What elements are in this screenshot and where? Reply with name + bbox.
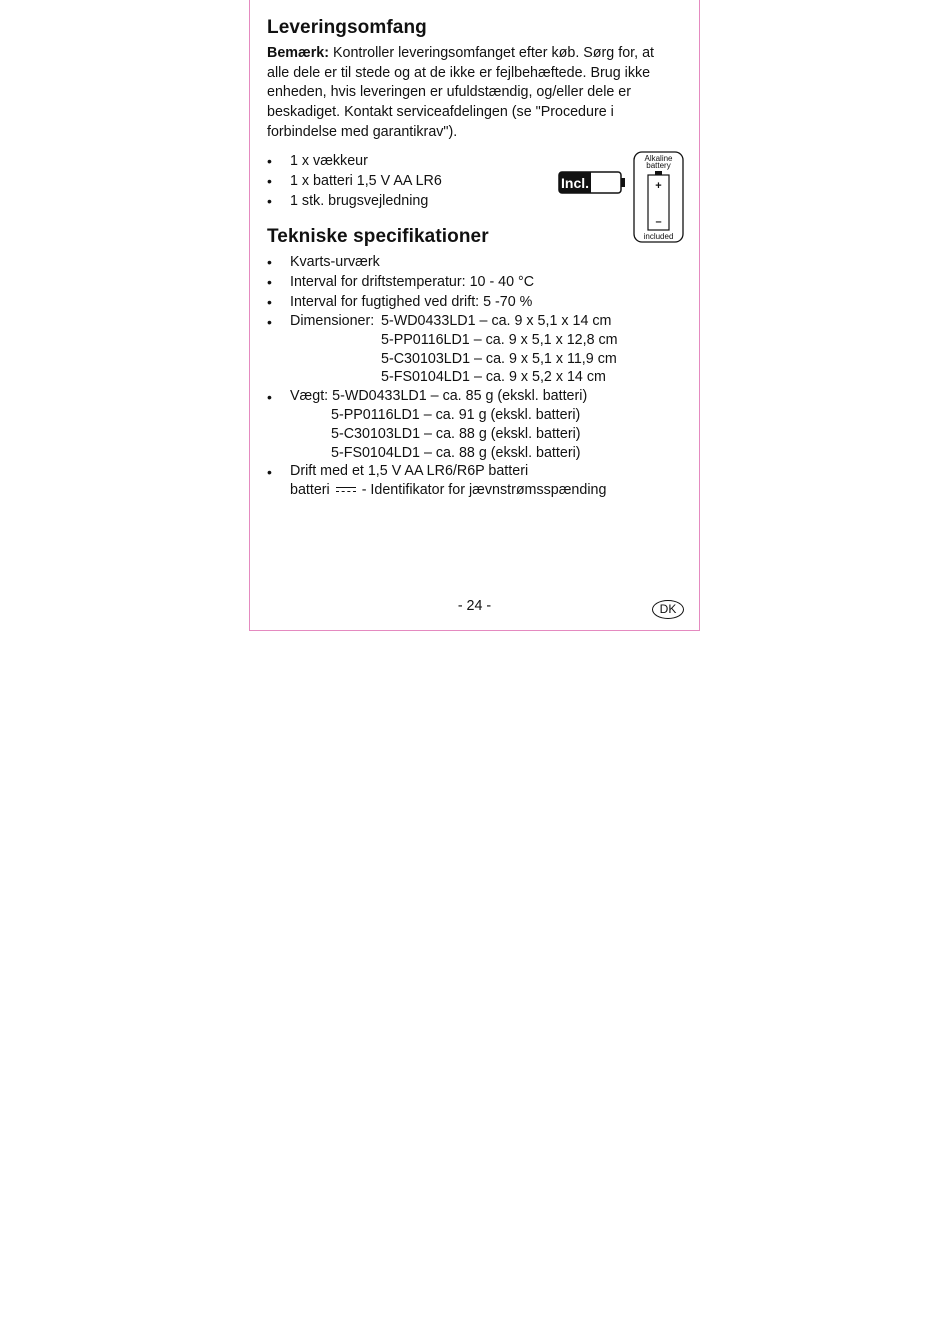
alkaline-battery-included-icon [633, 151, 685, 243]
spec-weight [267, 387, 618, 462]
note-label: Bemærk: [267, 45, 329, 61]
dimension-value: 5-C30103LD1 – ca. 9 x 5,1 x 11,9 cm [381, 350, 617, 367]
alkaline-bottom-label: included [643, 232, 674, 241]
minus-sign: – [655, 216, 662, 228]
dimension-value: 5-WD0433LD1 – ca. 9 x 5,1 x 14 cm [381, 313, 612, 329]
delivery-item: • 1 x vækkeur [267, 151, 442, 171]
spec-humidity: • Interval for fugtighed ved drift: 5 -70 % [267, 292, 618, 312]
weight-value: 5-PP0116LD1 – ca. 91 g (ekskl. batteri) [331, 406, 581, 423]
dimension-value: 5-PP0116LD1 – ca. 9 x 5,1 x 12,8 cm [381, 331, 618, 348]
weight-value: 5-C30103LD1 – ca. 88 g (ekskl. batteri) [331, 425, 581, 442]
dimensions-label: Dimensioner: [290, 313, 375, 329]
specs-heading: Tekniske specifikationer [267, 226, 489, 247]
weight-value: 5-WD0433LD1 – ca. 85 g (ekskl. batteri) [332, 388, 588, 405]
delivery-item: • 1 x batteri 1,5 V AA LR6 [267, 171, 442, 191]
incl-label: Incl. [561, 175, 590, 191]
delivery-item: • 1 stk. brugsvejledning [267, 191, 442, 211]
weight-label: Vægt: [290, 388, 333, 405]
battery-incl-icon [558, 170, 626, 196]
specs-list [267, 252, 618, 500]
direct-current-icon [336, 485, 356, 495]
country-badge: DK [652, 600, 684, 619]
weight-value: 5-FS0104LD1 – ca. 88 g (ekskl. batteri) [331, 444, 581, 461]
manual-page [249, 0, 700, 631]
page-number: - 24 - [457, 598, 492, 614]
note-text: Kontroller leveringsomfanget efter køb. Sørg for, at alle dele er til stede og at de ikke er fejlbehæftede. Brug ikke enheden, hvis leveringen er ufuldstændig, og/eller dele er beskadiget. Kontakt serviceafdelingen (se "Procedure i forbindelse med garantikrav"). [267, 45, 654, 140]
plus-sign: + [655, 180, 662, 192]
power-text: • Drift med et 1,5 V AA LR6/R6P batteri [290, 463, 529, 480]
delivery-note [267, 44, 672, 143]
dc-prefix: batteri [290, 482, 334, 499]
alkaline-mid-label: battery [646, 161, 671, 170]
delivery-list [267, 151, 442, 211]
dc-suffix: - Identifikator for jævnstrømsspænding [357, 482, 607, 499]
spec-temperature: • Interval for driftstemperatur: 10 - 40 °C [267, 272, 618, 292]
spec-dimensions [267, 312, 618, 387]
dimension-value: 5-FS0104LD1 – ca. 9 x 5,2 x 14 cm [381, 369, 606, 386]
delivery-heading: Leveringsomfang [267, 17, 427, 38]
alkaline-top-label: Alkaline [644, 154, 673, 163]
spec-movement: • Kvarts-urværk [267, 252, 618, 272]
spec-power [267, 462, 618, 500]
